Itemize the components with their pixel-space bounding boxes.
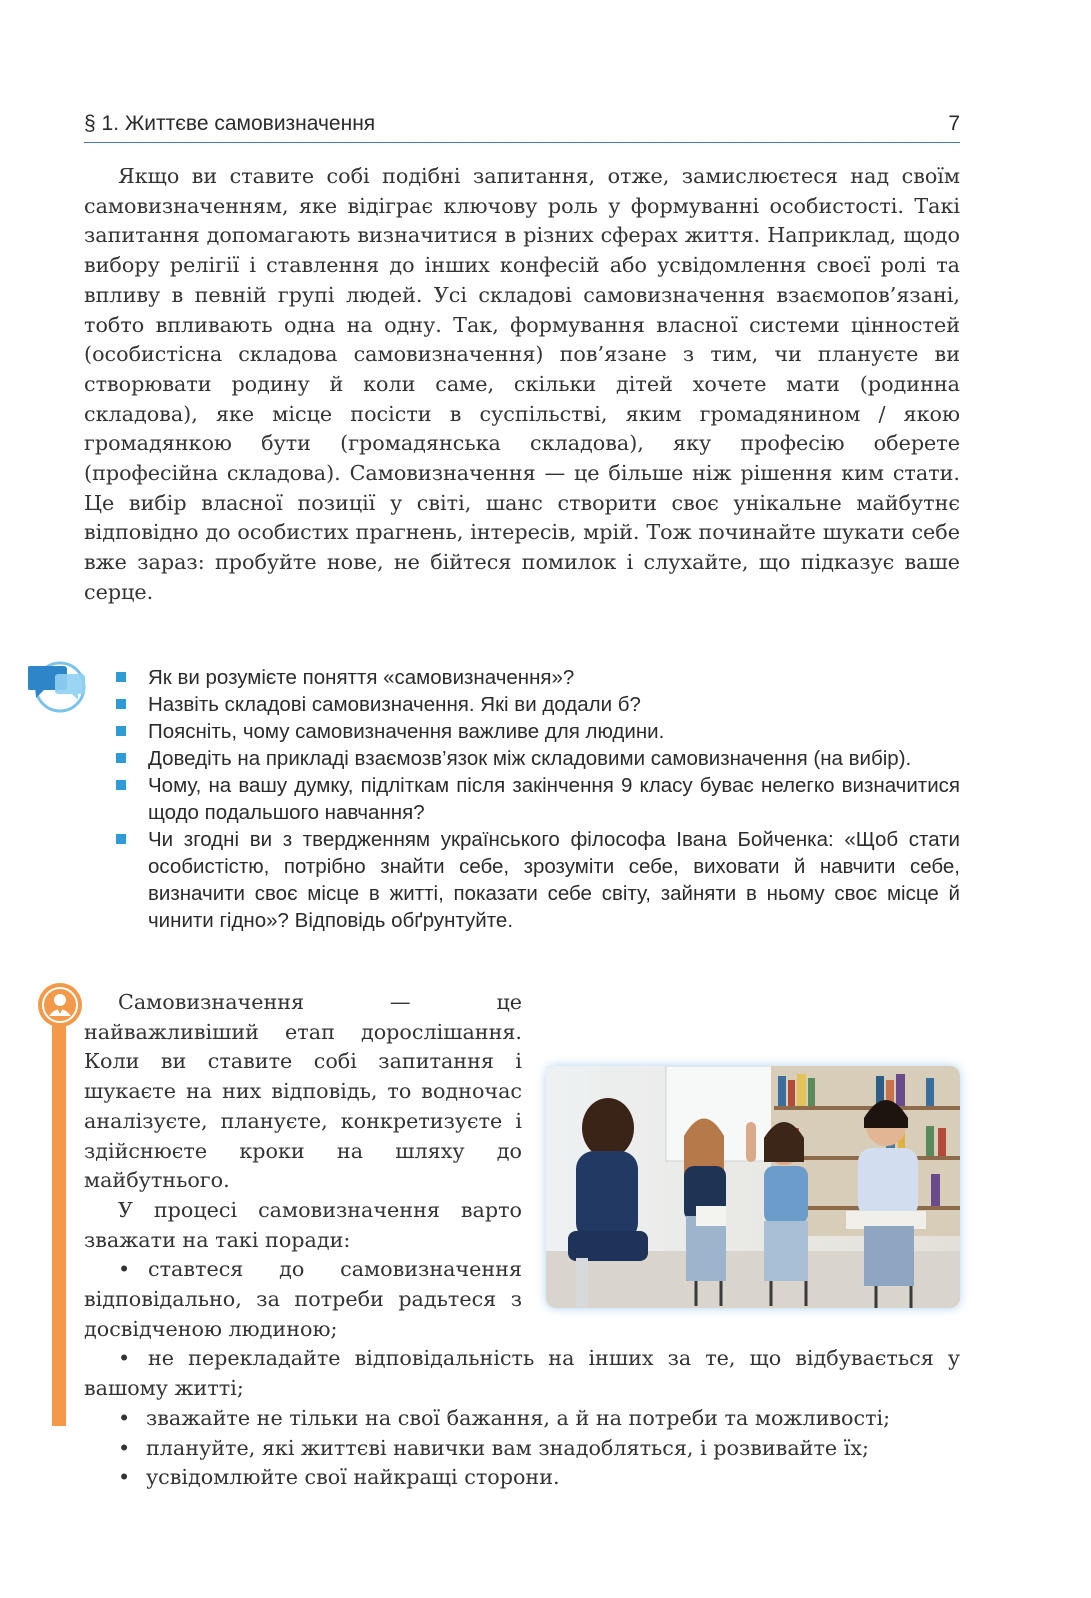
students-discussion-photo <box>546 1066 960 1308</box>
question-item: Як ви розумієте поняття «самовизначення»? <box>112 664 960 691</box>
tip-item <box>84 1344 960 1403</box>
bullet-dot: • <box>118 1435 131 1460</box>
intro-paragraph: Якщо ви ставите собі подібні запитання, отже, замислюєтеся над своїм самовизначенням, яке відіграє ключову роль у формуванні особистості. Такі запитання допомагають визначитися в різних сферах життя. Наприклад, щодо вибору релігії і ставлення до інших конфесій або усвідомлення своєї ролі та впливу в певній групі людей. Усі складові самовизначення взаємопов’язані, тобто впливають одна на одну. Так, формування власної системи цінностей (особистісна складова самовизначення) пов’язане з тим, чи плануєте ви створювати родину й коли саме, скільки дітей хочете мати (родинна складова), яке місце посісти в суспільстві, яким громадянином / якою громадянкою бути (громадянська складова), яку професію оберете (професійна складова). Самовизначення — це більше ніж рішення ким стати. Це вибір власної позиції у світі, шанс створити своє унікальне майбутнє відповідно до особистих прагнень, інтересів, мрій. Тож починайте шукати себе вже зараз: пробуйте нове, не бійтеся помилок і слухайте, що підказує ваше серце. <box>84 164 960 604</box>
tip-item <box>84 1404 960 1434</box>
question-item: Доведіть на прикладі взаємозв’язок між складовими самовизначення (на вибір). <box>112 745 960 772</box>
tip-list <box>84 1404 960 1493</box>
question-item: Чи згодні ви з твердженням українського філософа Івана Бойченка: «Щоб стати особистістю, потрібно знайти себе, зрозуміти себе, виховати й навчити себе, визначити своє місце в житті, показати себе світу, зайняти в ньому своє місце й чинити гідно»? Відповідь обґрунтуйте. <box>112 826 960 934</box>
tip-text: зважайте не тільки на свої бажання, а й на потреби та можливості; <box>146 1405 891 1430</box>
tip-text: ставтеся до самовизначення відповідально, за потреби радьтеся з досвідченою людиною; <box>84 1257 522 1341</box>
tips-side-bar-tip <box>52 1412 66 1424</box>
question-item: Поясніть, чому самовизначення важливе для людини. <box>112 718 960 745</box>
page-header <box>84 106 960 143</box>
tip-text: плануйте, які життєві навички вам знадобляться, і розвивайте їх; <box>146 1435 869 1460</box>
tips-paragraph-1-text: Самовизначення — це найважливіший етап дорослішання. Коли ви ставите собі запитання і шукаєте на них відповідь, то водночас аналізуєте, плануєте, конкретизуєте і здійснюєте кроки на шляху до майбутнього. <box>84 990 522 1193</box>
bullet-dot: • <box>118 1257 131 1282</box>
tips-side-bar <box>52 1006 66 1426</box>
speech-bubbles-icon <box>28 660 86 714</box>
question-item: Назвіть складові самовизначення. Які ви додали б? <box>112 691 960 718</box>
bullet-dot: • <box>118 1405 131 1430</box>
questions-list <box>112 664 960 934</box>
question-item: Чому, на вашу думку, підліткам після закінчення 9 класу буває нелегко визначитися щодо подальшого навчання? <box>112 772 960 826</box>
tip-item <box>84 1463 960 1493</box>
page-number: 7 <box>948 112 960 135</box>
tips-paragraph-1 <box>84 988 960 1196</box>
person-advice-icon <box>37 982 83 1028</box>
tips-paragraph-2: У процесі самовизначення варто зважати на такі поради: <box>84 1197 522 1252</box>
tips-section <box>84 988 960 1493</box>
bullet-dot: • <box>118 1346 131 1371</box>
tip-text: не перекладайте відповідальність на інших за те, що відбувається у вашому житті; <box>84 1346 960 1401</box>
tip-text: усвідомлюйте свої найкращі сторони. <box>146 1465 560 1490</box>
section-title: § 1. Життєве самовизначення <box>84 112 376 135</box>
bullet-dot: • <box>118 1465 131 1490</box>
tip-item <box>84 1434 960 1464</box>
